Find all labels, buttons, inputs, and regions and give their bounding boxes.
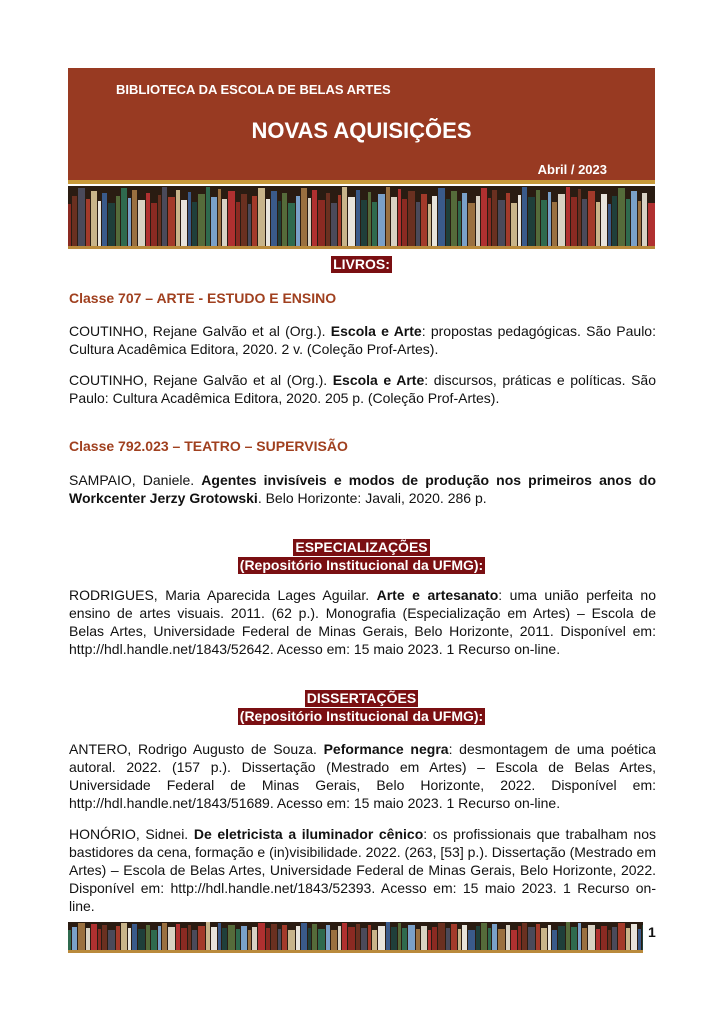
book-spine: [558, 926, 565, 950]
book-spine: [308, 198, 311, 246]
book-spine: [312, 924, 317, 950]
book-spine: [612, 196, 617, 246]
book-spine: [288, 930, 295, 950]
book-spine: [488, 198, 491, 246]
book-spine: [511, 930, 517, 950]
book-spine: [278, 201, 281, 246]
book-spine: [506, 925, 510, 950]
book-spine: [522, 187, 527, 246]
book-spine: [428, 204, 431, 246]
book-spine: [326, 193, 330, 246]
book-spine: [312, 190, 317, 246]
book-spine: [571, 197, 577, 246]
book-spine: [98, 929, 101, 950]
book-spine: [451, 924, 457, 950]
book-spine: [198, 926, 205, 950]
book-spine: [296, 196, 300, 246]
book-spine: [618, 188, 625, 246]
book-spine: [176, 190, 180, 246]
book-spine: [518, 195, 521, 246]
book-spine: [271, 924, 277, 950]
book-spine: [446, 199, 450, 246]
book-spine: [618, 923, 625, 950]
book-spine: [158, 926, 161, 950]
book-spine: [451, 191, 457, 246]
section-especializacoes: ESPECIALIZAÇÕES: [295, 539, 428, 555]
book-spine: [506, 193, 510, 246]
book-spine: [301, 923, 307, 950]
book-spine: [338, 926, 341, 950]
book-spine: [462, 925, 467, 950]
book-spine: [168, 927, 175, 950]
book-spine: [206, 187, 210, 246]
book-spine: [498, 929, 505, 950]
book-spine: [68, 204, 71, 246]
book-spine: [638, 929, 641, 950]
book-spine: [162, 187, 167, 246]
book-spine: [132, 190, 137, 246]
book-spine: [91, 924, 97, 950]
book-spine: [331, 203, 337, 246]
book-spine: [318, 929, 325, 950]
book-spine: [578, 189, 581, 246]
book-spine: [271, 191, 277, 246]
book-spine: [421, 926, 427, 950]
book-spine: [631, 924, 637, 950]
book-spine: [192, 202, 197, 246]
gold-divider: [68, 180, 655, 184]
book-spine: [608, 204, 611, 246]
book-spine: [588, 191, 595, 246]
book-spine: [102, 925, 107, 950]
book-spine: [642, 193, 647, 246]
book-spine: [108, 203, 115, 246]
book-spine: [558, 194, 565, 246]
book-spine: [108, 930, 115, 950]
book-spine: [552, 202, 557, 246]
book-spine: [236, 929, 240, 950]
book-spine: [361, 928, 367, 950]
book-spine: [318, 200, 325, 246]
book-spine: [342, 923, 347, 950]
book-spine: [211, 197, 217, 246]
book-spine: [528, 197, 535, 246]
book-spine: [86, 199, 90, 246]
book-spine: [582, 199, 587, 246]
footer-bookshelf-image: [68, 922, 643, 953]
book-spine: [116, 196, 120, 246]
book-spine: [138, 200, 145, 246]
book-spine: [522, 923, 527, 950]
book-spine: [566, 187, 570, 246]
book-spine: [116, 926, 120, 950]
book-spine: [468, 203, 475, 246]
book-spine: [372, 202, 377, 246]
book-spine: [102, 193, 107, 246]
book-spine: [432, 196, 437, 246]
entry: HONÓRIO, Sidnei. De eletricista a iluminador cênico: os profissionais que trabalham nos bastidores da cena, formação e (in)visibilidade. 2022. (263, [53] p.). Dissertação (Mestrado em Artes) – Escola de Belas Artes, Universidade Federal de Minas Gerais, Belo Horizonte, 2022. Disponível em: http://hdl.handle.net/1843/52393. Acesso em: 15 maio 2023. 1 Recurso on-line.: [69, 826, 656, 914]
book-spine: [348, 927, 355, 950]
book-spine: [72, 196, 77, 246]
book-spine: [72, 927, 77, 950]
bookshelf-image: [68, 186, 655, 249]
book-spine: [158, 195, 161, 246]
book-spine: [138, 929, 145, 950]
book-spine: [78, 188, 85, 246]
book-spine: [541, 928, 547, 950]
book-spine: [541, 200, 547, 246]
entry: RODRIGUES, Maria Aparecida Lages Aguilar. Arte e artesanato: uma união perfeita no ensino de artes visuais. 2011. (62 p.). Monografia (Especialização em Artes) – Escola de Belas Artes, Universidade Federal de Minas Gerais, Belo Horizonte, 2011. Disponível em: http://hdl.handle.net/1843/52642. Acesso em: 15 maio 2023. 1 Recurso on-line.: [69, 587, 656, 657]
book-spine: [408, 925, 415, 950]
section-repositorio: (Repositório Institucional da UFMG):: [239, 708, 484, 724]
book-spine: [492, 924, 497, 950]
issue-date: Abril / 2023: [537, 162, 607, 177]
book-spine: [326, 925, 330, 950]
book-spine: [386, 187, 390, 246]
book-spine: [308, 928, 311, 950]
book-spine: [391, 197, 397, 246]
book-spine: [211, 927, 217, 950]
header-banner: [68, 68, 655, 180]
book-spine: [372, 930, 377, 950]
book-spine: [386, 922, 390, 950]
book-spine: [488, 928, 491, 950]
book-spine: [416, 202, 420, 246]
entry: ANTERO, Rodrigo Augusto de Souza. Peformance negra: desmontagem de uma poética autoral. 2022. (157 p.). Dissertação (Mestrado em Artes) – Escola de Belas Artes, Universidade Federal de Minas Gerais, Belo Horizonte, 2022. Disponível em: http://hdl.handle.net/1843/51689. Acesso em: 15 maio 2023. 1 Recurso on-line.: [69, 741, 656, 811]
book-spine: [601, 194, 607, 246]
book-spine: [236, 202, 240, 246]
book-spine: [601, 926, 607, 950]
book-spine: [528, 927, 535, 950]
book-spine: [368, 925, 371, 950]
book-spine: [536, 190, 540, 246]
book-spine: [378, 194, 385, 246]
book-spine: [206, 922, 210, 950]
book-spine: [608, 930, 611, 950]
book-spine: [222, 199, 227, 246]
book-spine: [168, 197, 175, 246]
book-spine: [648, 203, 655, 246]
book-spine: [162, 923, 167, 950]
book-spine: [241, 194, 247, 246]
book-spine: [98, 201, 101, 246]
book-spine: [498, 200, 505, 246]
book-spine: [631, 191, 637, 246]
book-spine: [588, 925, 595, 950]
book-spine: [398, 189, 401, 246]
book-spine: [458, 201, 461, 246]
entry: COUTINHO, Rejane Galvão et al (Org.). Escola e Arte: propostas pedagógicas. São Paulo: Cultura Acadêmica Editora, 2020. 2 v. (Coleção Prof-Artes).: [69, 323, 656, 357]
book-spine: [78, 923, 85, 950]
section-livros: LIVROS:: [333, 256, 390, 272]
book-spine: [462, 193, 467, 246]
book-spine: [428, 930, 431, 950]
book-spine: [476, 196, 480, 246]
book-spine: [278, 929, 281, 950]
book-spine: [402, 928, 407, 950]
book-spine: [301, 188, 307, 246]
book-spine: [68, 930, 71, 950]
book-spine: [536, 924, 540, 950]
book-spine: [548, 192, 551, 246]
page-number: 1: [648, 924, 656, 940]
book-spine: [578, 923, 581, 950]
book-spine: [338, 195, 341, 246]
book-spine: [342, 187, 347, 246]
book-spine: [468, 930, 475, 950]
book-spine: [218, 923, 221, 950]
book-spine: [492, 190, 497, 246]
book-spine: [596, 202, 600, 246]
book-spine: [402, 199, 407, 246]
library-name: BIBLIOTECA DA ESCOLA DE BELAS ARTES: [116, 82, 391, 97]
book-spine: [228, 191, 235, 246]
book-spine: [188, 192, 191, 246]
book-spine: [266, 199, 270, 246]
book-spine: [248, 204, 251, 246]
book-spine: [181, 928, 187, 950]
book-spine: [511, 203, 517, 246]
book-spine: [266, 928, 270, 950]
book-spine: [258, 188, 265, 246]
book-spine: [222, 928, 227, 950]
section-repositorio: (Repositório Institucional da UFMG):: [239, 557, 484, 573]
book-spine: [192, 930, 197, 950]
class-heading: Classe 707 – ARTE - ESTUDO E ENSINO: [69, 290, 337, 306]
book-spine: [548, 925, 551, 950]
book-spine: [331, 930, 337, 950]
class-heading: Classe 792.023 – TEATRO – SUPERVISÃO: [69, 438, 348, 454]
book-spine: [356, 190, 360, 246]
book-spine: [121, 923, 127, 950]
book-spine: [86, 928, 90, 950]
entry: COUTINHO, Rejane Galvão et al (Org.). Escola e Arte: discursos, práticas e políticas. São Paulo: Cultura Acadêmica Editora, 2020. 205 p. (Coleção Prof-Artes).: [69, 372, 656, 406]
book-spine: [248, 930, 251, 950]
book-spine: [438, 923, 445, 950]
book-spine: [612, 927, 617, 950]
book-spine: [282, 193, 287, 246]
book-spine: [416, 929, 420, 950]
entry: SAMPAIO, Daniele. Agentes invisíveis e modos de produção nos primeiros anos do Workcenter Jerzy Grotowski. Belo Horizonte: Javali, 2020. 286 p.: [69, 472, 656, 506]
book-spine: [458, 929, 461, 950]
book-spine: [571, 927, 577, 950]
book-spine: [296, 926, 300, 950]
book-spine: [348, 197, 355, 246]
book-spine: [368, 192, 371, 246]
book-spine: [151, 930, 157, 950]
book-spine: [642, 925, 643, 950]
book-spine: [176, 924, 180, 950]
book-spine: [146, 925, 150, 950]
newsletter-title: NOVAS AQUISIÇÕES: [251, 118, 472, 143]
book-spine: [252, 927, 257, 950]
book-spine: [128, 928, 131, 950]
book-spine: [626, 928, 630, 950]
book-spine: [582, 928, 587, 950]
section-dissertacoes: DISSERTAÇÕES: [306, 690, 417, 706]
book-spine: [408, 191, 415, 246]
book-spine: [198, 194, 205, 246]
book-spine: [438, 188, 445, 246]
book-spine: [241, 926, 247, 950]
book-spine: [566, 922, 570, 950]
book-spine: [432, 927, 437, 950]
book-spine: [361, 200, 367, 246]
book-spine: [391, 927, 397, 950]
book-spine: [481, 923, 487, 950]
book-spine: [378, 926, 385, 950]
book-spine: [596, 929, 600, 950]
book-spine: [626, 199, 630, 246]
book-spine: [446, 928, 450, 950]
book-spine: [146, 193, 150, 246]
book-spine: [181, 200, 187, 246]
book-spine: [132, 924, 137, 950]
book-spine: [398, 923, 401, 950]
book-spine: [258, 923, 265, 950]
book-spine: [481, 188, 487, 246]
book-spine: [151, 203, 157, 246]
book-spine: [518, 926, 521, 950]
book-spine: [91, 191, 97, 246]
book-spine: [218, 189, 221, 246]
book-spine: [282, 925, 287, 950]
book-spine: [188, 925, 191, 950]
book-spine: [121, 188, 127, 246]
book-spine: [228, 925, 235, 950]
book-spine: [356, 924, 360, 950]
book-spine: [476, 926, 480, 950]
book-spine: [252, 196, 257, 246]
book-spine: [421, 194, 427, 246]
book-spine: [552, 930, 557, 950]
book-spine: [638, 201, 641, 246]
book-spine: [288, 203, 295, 246]
book-spine: [128, 198, 131, 246]
